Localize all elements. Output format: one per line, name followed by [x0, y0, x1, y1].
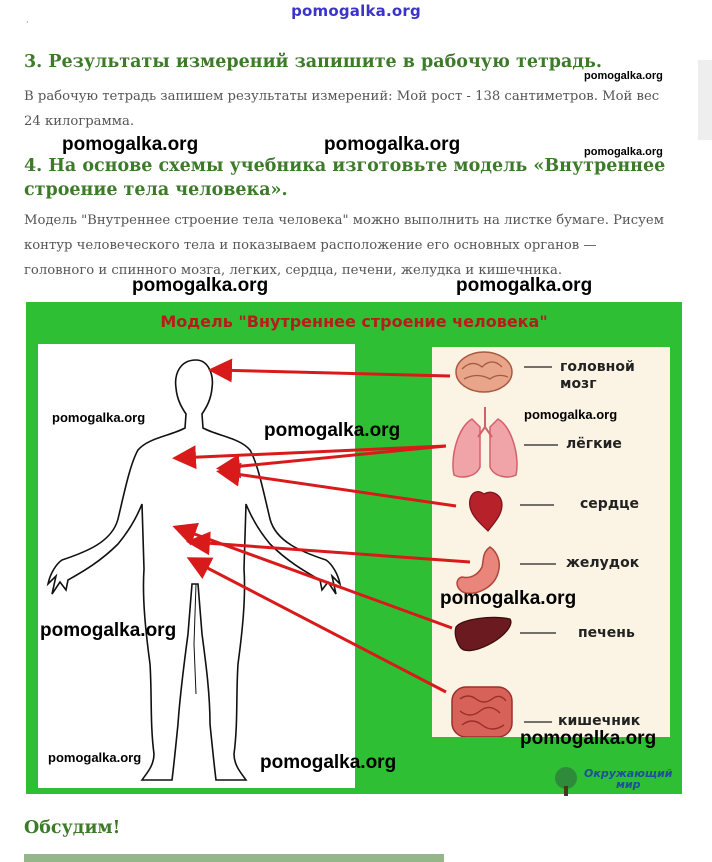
brand-logo [550, 764, 680, 798]
arrow-lungs-left [178, 446, 446, 458]
organ-label-brain-line2: мозг [560, 376, 597, 392]
watermark: pomogalka.org [584, 70, 663, 82]
model-figure [26, 302, 682, 794]
organ-label-intestines: кишечник [558, 713, 641, 729]
section4-heading-line1: 4. На основе схемы учебника изготовьте модель «Внутреннее [24, 156, 666, 176]
arrow-liver [178, 528, 452, 628]
section4-text-line3: головного и спинного мозга, легких, сердца, печени, желудка и кишечника. [24, 263, 563, 278]
tree-icon [552, 766, 580, 796]
watermark: pomogalka.org [324, 134, 461, 155]
watermark: pomogalka.org [524, 407, 618, 422]
arrow-heart [222, 472, 456, 506]
watermark: pomogalka.org [456, 275, 593, 296]
section3-heading: 3. Результаты измерений запишите в рабочую тетрадь. [24, 52, 603, 72]
brand-line1: Окружающий [584, 767, 673, 780]
watermark: pomogalka.org [440, 588, 577, 609]
discuss-heading: Обсудим! [24, 818, 121, 838]
arrows-overlay [26, 302, 682, 794]
organ-label-heart: сердце [580, 496, 639, 512]
side-strip [698, 60, 712, 140]
watermark: pomogalka.org [520, 728, 657, 749]
arrow-lungs-right [222, 446, 446, 468]
brand-text [584, 768, 673, 790]
watermark: pomogalka.org [260, 752, 397, 773]
watermark: pomogalka.org [264, 420, 401, 441]
organ-label-brain-line1: головной [560, 359, 635, 375]
section4-heading-line2: строение тела человека». [24, 180, 288, 200]
watermark: pomogalka.org [132, 275, 269, 296]
watermark: pomogalka.org [40, 620, 177, 641]
section3-text-line1: В рабочую тетрадь запишем результаты измерений: Мой рост - 138 сантиметров. Мой вес [24, 89, 660, 104]
section4-text-line2: контур человеческого тела и показываем расположение его основных органов — [24, 238, 597, 253]
watermark: pomogalka.org [584, 146, 663, 158]
organ-label-liver: печень [578, 625, 635, 641]
watermark: pomogalka.org [62, 134, 199, 155]
arrow-stomach [192, 542, 470, 562]
section3-text-line2: 24 килограмма. [24, 114, 135, 129]
small-mark-icon: ’ [26, 20, 29, 29]
section4-text-line1: Модель "Внутреннее строение тела человека" можно выполнить на листке бумаге. Рисуем [24, 213, 664, 228]
figure-title: Модель "Внутреннее строение человека" [160, 312, 548, 331]
site-watermark-top: pomogalka.org [291, 2, 421, 20]
organ-label-lungs: лёгкие [566, 436, 622, 452]
organ-label-stomach: желудок [566, 555, 640, 571]
brand-line2: мир [615, 778, 641, 791]
cropped-next-heading [24, 854, 444, 862]
arrow-brain [214, 370, 450, 376]
watermark: pomogalka.org [48, 750, 142, 765]
watermark: pomogalka.org [52, 410, 146, 425]
